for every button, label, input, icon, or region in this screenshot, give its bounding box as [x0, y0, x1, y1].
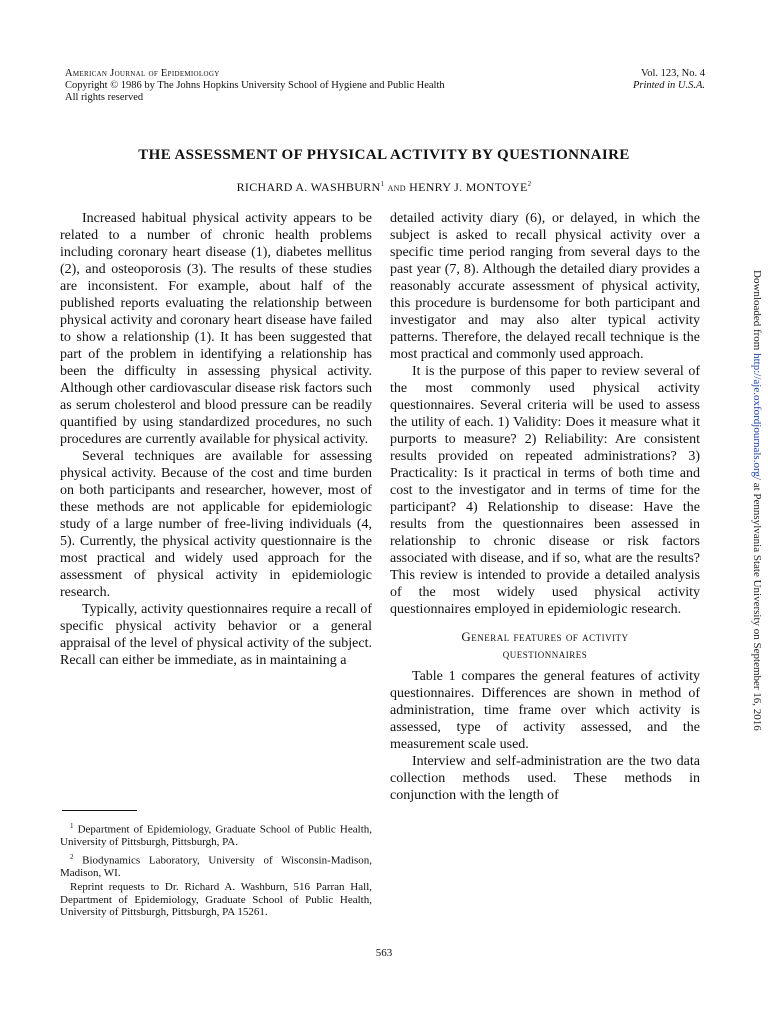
section-heading — [390, 628, 700, 662]
author-2: HENRY J. MONTOYE — [409, 180, 528, 194]
footnote-1-mark: 1 — [70, 822, 74, 830]
paragraph: It is the purpose of this paper to review several of the most commonly used physical activity questionnaires. Several criteria will be used to assess the utility of each. 1) Validity: Does it measure what it purports to measure? 2) Reliability: Are consistent results provided on repeated administrations? 3) Practicality: Is it practical in terms of both time and cost to the investigator and in terms of time for the participant? 4) Relationship to disease: Have the results from the questionnaires been assessed in relationship to chronic disease or risk factors associated with disease, and if so, what are the results? This review is intended to provide a detailed analysis of the most widely used physical activity questionnaires employed in epidemiologic research. — [390, 364, 700, 617]
paragraph: Table 1 compares the general features of activity questionnaires. Differences are shown in method of administration, time frame over which activity is assessed, type of activity assessed, and the measurement scale used. — [390, 669, 700, 752]
paragraph: Increased habitual physical activity appears to be related to a number of chronic health problems including coronary heart disease (1), diabetes mellitus (2), and osteoporosis (3). The results of these studies are inconsistent. For example, about half of the published reports evaluating the relationship between physical activity and coronary heart disease have failed to show a relationship (1). It has been suggested that part of the problem in identifying a relationship has been the difficulty in assessing physical activity. Although other cardiovascular disease risk factors such as serum cholesterol and blood pressure can be readily quantified by using standardized procedures, no such procedures are currently available for physical activity. — [60, 211, 372, 447]
right-column — [390, 210, 700, 804]
author-line — [40, 180, 728, 195]
rights-line: All rights reserved — [65, 92, 144, 103]
download-stamp-suffix: at Pennsylvania State University on September 16, 2016 — [751, 482, 763, 731]
journal-header-left — [65, 68, 565, 104]
download-stamp-text — [751, 270, 763, 750]
volume-issue: Vol. 123, No. 4 — [641, 68, 705, 79]
copyright-line: Copyright © 1986 by The Johns Hopkins University School of Hygiene and Public Health — [65, 80, 445, 91]
download-stamp — [746, 270, 766, 750]
printed-in: Printed in U.S.A. — [632, 80, 705, 91]
reprint-request: Reprint requests to Dr. Richard A. Washburn, 516 Parran Hall, Department of Epidemiology, Graduate School of Public Health, University of Pittsburgh, Pittsburgh, PA 15261. — [60, 881, 372, 919]
paragraph: Interview and self-administration are the two data collection methods used. These methods in conjunction with the length of — [390, 754, 700, 803]
footnotes — [60, 820, 372, 921]
left-column — [60, 210, 372, 669]
section-heading-line: General features of activity — [461, 629, 629, 644]
author-1-footnote-mark: 1 — [380, 180, 385, 188]
footnote-divider — [62, 810, 137, 811]
paragraph: Typically, activity questionnaires require a recall of specific physical activity behavior or a general appraisal of the level of physical activity of the subject. Recall can either be immediate, as in maintaining a — [60, 602, 372, 668]
download-stamp-prefix: Downloaded from — [751, 270, 763, 351]
footnote-2-mark: 2 — [70, 852, 74, 861]
author-1: RICHARD A. WASHBURN — [236, 180, 381, 194]
paragraph: detailed activity diary (6), or delayed, in which the subject is asked to recall physical activity over a specific time period ranging from several days to the past year (7, 8). Although the detailed diary provides a reasonably accurate assessment of physical activity, this procedure is burdensome for both participant and investigator and may also alter typical activity patterns. Therefore, the delayed recall technique is the most practical and commonly used approach. — [390, 211, 700, 362]
journal-name: American Journal of Epidemiology — [65, 68, 220, 79]
footnote-2 — [60, 851, 372, 880]
footnote-1-text: Department of Epidemiology, Graduate School of Public Health, University of Pittsburgh, Pittsburgh, PA. — [60, 823, 372, 849]
page-number: 563 — [375, 947, 393, 959]
section-heading-line: questionnaires — [502, 646, 588, 661]
article-title: THE ASSESSMENT OF PHYSICAL ACTIVITY BY QUESTIONNAIRE — [138, 147, 630, 163]
author-2-footnote-mark: 2 — [527, 180, 532, 188]
footnote-2-text: Biodynamics Laboratory, University of Wisconsin-Madison, Madison, WI. — [60, 854, 372, 879]
footnote-1 — [60, 820, 372, 849]
author-conjunction: and — [387, 182, 406, 194]
paragraph: Several techniques are available for assessing physical activity. Because of the cost and time burden on both participants and researcher, however, most of these methods are not applicable for epidemiologic study of a large number of free-living individuals (4, 5). Currently, the physical activity questionnaire is the most practical and widely used approach for the assessment of physical activity in epidemiologic research. — [60, 449, 372, 600]
journal-header-right — [565, 68, 705, 92]
journal-url-link[interactable]: http://aje.oxfordjournals.org/ — [751, 353, 763, 480]
